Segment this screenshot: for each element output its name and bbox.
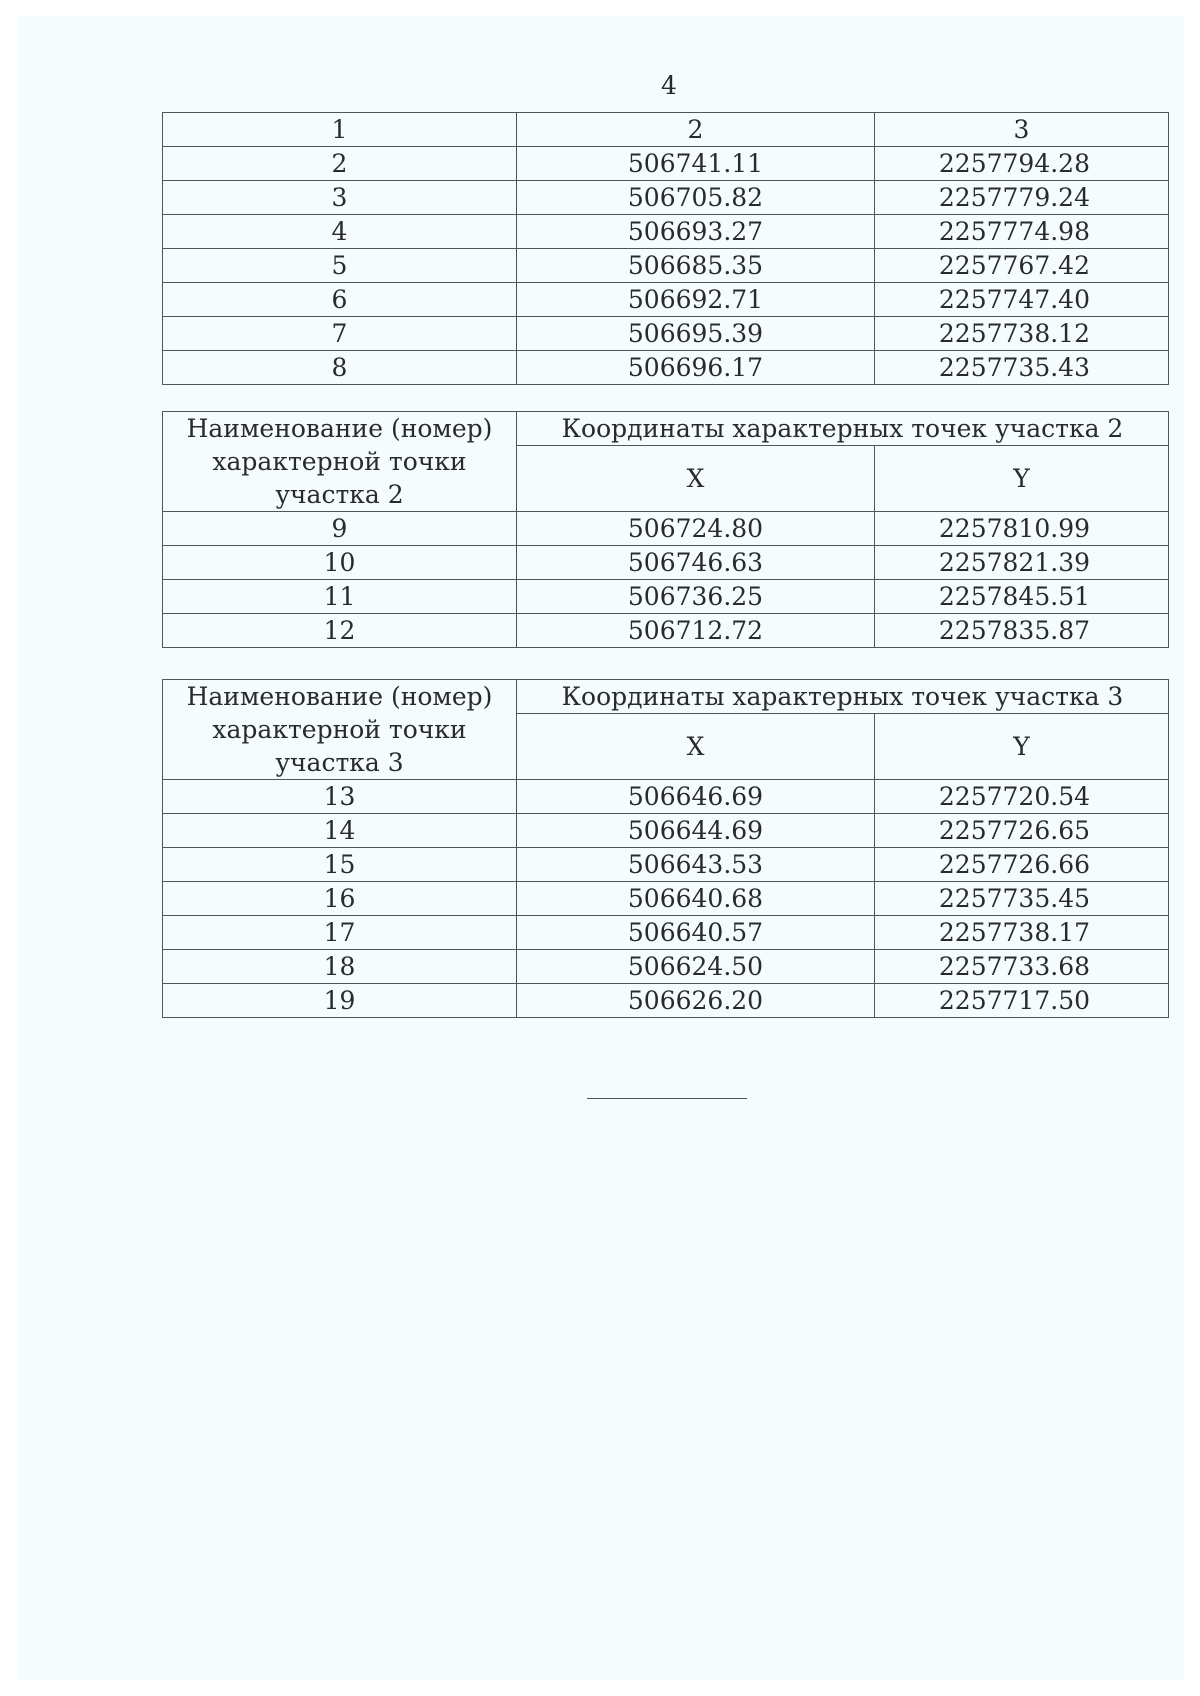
coordinates-table-continuation: [162, 112, 1169, 385]
table-body: [163, 113, 1169, 385]
y-coordinate-cell: 2257735.43: [875, 351, 1169, 385]
header-line: участка 3: [275, 748, 404, 777]
header-line: характерной точки: [212, 715, 467, 744]
x-coordinate-cell: 506624.50: [517, 950, 875, 984]
point-number-cell: 17: [163, 916, 517, 950]
y-coordinate-cell: 2257774.98: [875, 215, 1169, 249]
plot-3-coordinates-table: [162, 679, 1169, 1018]
page-number: 4: [661, 71, 677, 100]
point-number-cell: 15: [163, 848, 517, 882]
table-row: [163, 950, 1169, 984]
x-coordinate-cell: 506746.63: [517, 546, 875, 580]
x-coordinate-cell: 506626.20: [517, 984, 875, 1018]
x-coordinate-cell: 506695.39: [517, 317, 875, 351]
x-coordinate-cell: 506712.72: [517, 614, 875, 648]
point-number-cell: 2: [163, 147, 517, 181]
point-number-cell: 4: [163, 215, 517, 249]
y-header: Y: [875, 714, 1169, 780]
header-line: Наименование (номер): [186, 414, 493, 443]
header-row: [163, 412, 1169, 446]
table-row: [163, 283, 1169, 317]
x-coordinate-cell: 506724.80: [517, 512, 875, 546]
table-row: [163, 546, 1169, 580]
point-number-cell: 9: [163, 512, 517, 546]
coordinates-header: Координаты характерных точек участка 2: [517, 412, 1169, 446]
table-row: [163, 512, 1169, 546]
x-coordinate-cell: 506692.71: [517, 283, 875, 317]
point-number-cell: 5: [163, 249, 517, 283]
y-coordinate-cell: 2257835.87: [875, 614, 1169, 648]
table-row: [163, 215, 1169, 249]
coordinates-header: Координаты характерных точек участка 3: [517, 680, 1169, 714]
point-number-cell: 19: [163, 984, 517, 1018]
y-coordinate-cell: 2257735.45: [875, 882, 1169, 916]
table-row: [163, 181, 1169, 215]
point-number-cell: 3: [163, 181, 517, 215]
point-number-cell: 14: [163, 814, 517, 848]
column-number-2: 2: [517, 113, 875, 147]
point-number-cell: 12: [163, 614, 517, 648]
column-number-1: 1: [163, 113, 517, 147]
y-coordinate-cell: 2257810.99: [875, 512, 1169, 546]
point-number-cell: 16: [163, 882, 517, 916]
point-number-cell: 11: [163, 580, 517, 614]
x-coordinate-cell: 506644.69: [517, 814, 875, 848]
y-coordinate-cell: 2257720.54: [875, 780, 1169, 814]
point-number-cell: 18: [163, 950, 517, 984]
table-row: [163, 814, 1169, 848]
table-row: [163, 317, 1169, 351]
x-coordinate-cell: 506741.11: [517, 147, 875, 181]
y-coordinate-cell: 2257779.24: [875, 181, 1169, 215]
header-line: характерной точки: [212, 447, 467, 476]
x-header: X: [517, 446, 875, 512]
plot-2-coordinates-table: [162, 411, 1169, 648]
point-number-cell: 7: [163, 317, 517, 351]
table-row: [163, 147, 1169, 181]
header-line: участка 2: [275, 480, 404, 509]
y-coordinate-cell: 2257738.12: [875, 317, 1169, 351]
y-coordinate-cell: 2257845.51: [875, 580, 1169, 614]
x-coordinate-cell: 506640.57: [517, 916, 875, 950]
point-number-cell: 6: [163, 283, 517, 317]
y-coordinate-cell: 2257726.65: [875, 814, 1169, 848]
y-coordinate-cell: 2257738.17: [875, 916, 1169, 950]
header-row: [163, 680, 1169, 714]
table-row: [163, 580, 1169, 614]
end-of-document-rule: [587, 1098, 747, 1099]
x-coordinate-cell: 506646.69: [517, 780, 875, 814]
y-coordinate-cell: 2257726.66: [875, 848, 1169, 882]
x-coordinate-cell: 506693.27: [517, 215, 875, 249]
column-number-3: 3: [875, 113, 1169, 147]
y-header: Y: [875, 446, 1169, 512]
table-row: [163, 351, 1169, 385]
table-row: [163, 882, 1169, 916]
x-coordinate-cell: 506643.53: [517, 848, 875, 882]
y-coordinate-cell: 2257821.39: [875, 546, 1169, 580]
y-coordinate-cell: 2257794.28: [875, 147, 1169, 181]
table-body: [163, 412, 1169, 648]
y-coordinate-cell: 2257717.50: [875, 984, 1169, 1018]
table-body: [163, 680, 1169, 1018]
point-name-header: [163, 680, 517, 780]
x-coordinate-cell: 506696.17: [517, 351, 875, 385]
y-coordinate-cell: 2257767.42: [875, 249, 1169, 283]
point-number-cell: 10: [163, 546, 517, 580]
x-coordinate-cell: 506640.68: [517, 882, 875, 916]
x-header: X: [517, 714, 875, 780]
point-name-header: [163, 412, 517, 512]
table-row: [163, 916, 1169, 950]
y-coordinate-cell: 2257747.40: [875, 283, 1169, 317]
point-number-cell: 8: [163, 351, 517, 385]
x-coordinate-cell: 506705.82: [517, 181, 875, 215]
header-line: Наименование (номер): [186, 682, 493, 711]
y-coordinate-cell: 2257733.68: [875, 950, 1169, 984]
x-coordinate-cell: 506736.25: [517, 580, 875, 614]
table-row: [163, 614, 1169, 648]
x-coordinate-cell: 506685.35: [517, 249, 875, 283]
point-number-cell: 13: [163, 780, 517, 814]
table-row: [163, 780, 1169, 814]
table-row: [163, 249, 1169, 283]
table-row: [163, 984, 1169, 1018]
column-number-row: [163, 113, 1169, 147]
table-row: [163, 848, 1169, 882]
